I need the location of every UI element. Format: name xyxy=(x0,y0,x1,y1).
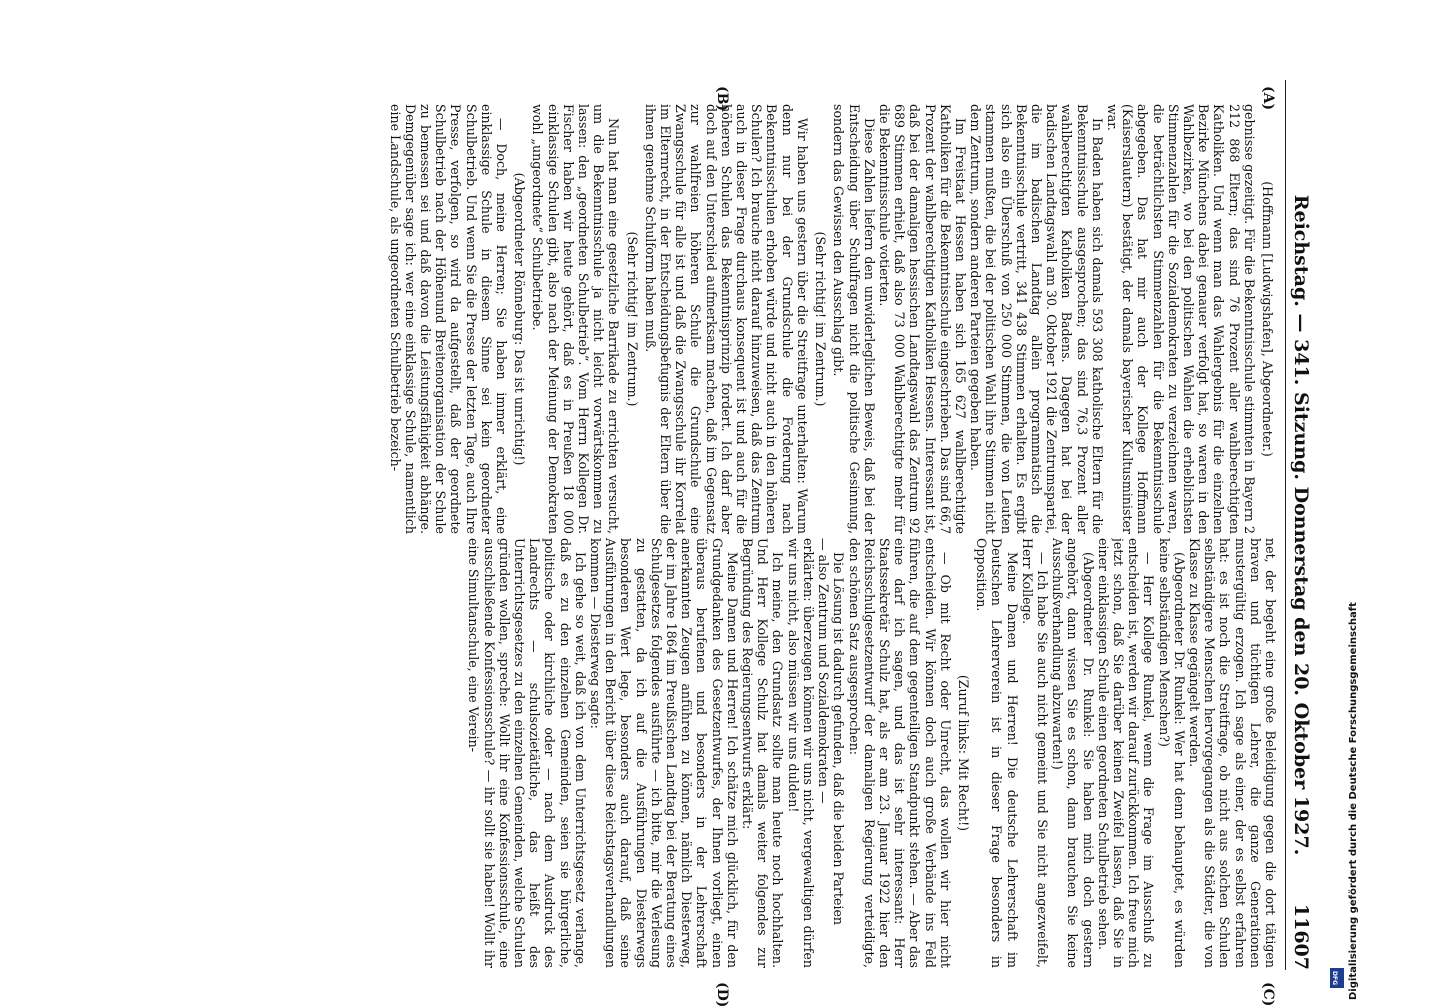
header-title: Reichstag. — 341. Sitzung. Donnerstag den 20. Oktober 1927. xyxy=(1290,194,1312,856)
interjection: (Zuruf links: Mit Recht!) xyxy=(955,674,971,832)
interjection: (Sehr richtig! im Zentrum.) xyxy=(813,231,829,407)
interjection: (Sehr richtig! im Zentrum.) xyxy=(624,231,640,407)
margin-marker-d: (D) xyxy=(714,982,730,1007)
paragraph: — Herr Kollege Runkel, wenn die Frage im Ausschuß zu entscheiden ist, werden wir darauf zurückkommen. Ich freue mich jetzt schon, daß Sie darüber keinen Zweifel lassen, daß Sie in einer einklassigen Schule einen geordneten Schulbetrieb sehen. xyxy=(1095,538,1157,968)
margin-marker-c: (C) xyxy=(1260,982,1276,1007)
digitization-credit: Digitalisierung gefördert durch die Deutsche Forschungsgemeinschaft xyxy=(1348,602,1359,1000)
quote: erklärten: überzeugen können wir uns nicht, vergewaltigen dürfen wir uns nicht, also müssen wir uns dulden! xyxy=(785,538,816,968)
paragraph: Diese Zahlen liefern den unwiderleglichen Beweis, daß bei der Entscheidung über Schulfragen nicht die politische Gesinnung, sondern das Gewissen den Ausschlag gibt. xyxy=(831,104,877,534)
margin-marker-b: (B) xyxy=(714,86,730,112)
paragraph: Im Freistaat Hessen haben sich 165 627 wahlberechtigte Katholiken für die Bekenntnisschule eingeschrieben. Das sind 66,7 Prozent der wahlberechtigten Katholiken Hessens. Interessant ist, daß bei der damaligen hessischen Landtagswahl das Zentrum 92 689 Stimmen erhielt, daß also 73 000 Wahlberechtigte mehr für die Bekenntnisschule votierten. xyxy=(876,104,968,534)
speaker-line: (Hoffmann [Ludwigshafen], Abgeordneter.) xyxy=(1260,181,1275,457)
paragraph: Nun hat man eine gesetzliche Barrikade zu errichten versucht, um die Bekenntnisschule ja nicht leicht vorwärtskommen zu lassen: den „geordneten Schulbetrieb“. Vom Herrn Kollegen Dr. Fischer haben wir heute gehört, daß es in Preußen 18 000 einklassige Schulen gibt, also nach der Meinung der Demokraten wohl „ungeordnete“ Schulbetriebe. xyxy=(530,104,622,534)
left-column xyxy=(83,104,1278,534)
quote: Ich gehe so weit, daß ich von dem Unterrichtsgesetz verlange, daß es zu den einzelnen Gemeinden, seien sie bürgerliche, politische oder kirchliche oder — nach dem Ausdruck des Landrechts — schulsozietätliche, das heißt des Unterrichtsgesetzes zu den einzelnen Gemeinden, welche Schulen gründen wollen, spreche: Wollt ihr eine Konfessionsschule, eine ausschließende Konfessionsschule? — ihr sollt sie haben! Wollt ihr eine Simultanschule, eine Verein- xyxy=(466,538,588,968)
interjection: (Abgeordneter Rönneburg: Das ist unrichtig!) xyxy=(512,172,528,466)
page-number: 11607 xyxy=(1290,903,1312,970)
quote: Die Lösung ist dadurch gefunden, daß die beiden Parteien xyxy=(831,552,847,926)
right-column xyxy=(83,538,1278,968)
interjection: (Abgeordneter Dr. Runkel: Wer hat denn behauptet, es würden keine selbständigen Menschen?) xyxy=(1156,538,1187,968)
paragraph: net, der begeht eine große Beleidigung gegen die dort tätigen braven und tüchtigen Lehrer, die ganze Generationen mustergültig erzogen. Ich sage als einer, der es selbst erfahren hat: es ist noch die Streitfrage, ob nicht aus solchen Schulen selbständigere Menschen hervorgegangen als die Städter, die von Klasse zu Klasse gegängelt werden. xyxy=(1186,538,1278,968)
paragraph: In Baden haben sich damals 593 308 katholische Eltern für die Bekenntnisschule ausgesprochen; das sind 76,3 Prozent aller wahlberechtigten Katholiken Badens. Dagegen hat bei der badischen Landtagswahl am 30. Oktober 1921 die Zentrumspartei, die im badischen Landtag allein programmatisch die Bekenntnisschule vertritt, 341 438 Stimmen erhalten. Es ergibt sich also ein Überschuß von 250 000 Stimmen, die von Leuten stammen mußten, die bei der politischen Wahl ihre Stimmen nicht dem Zentrum, sondern anderen Parteien gegeben haben. xyxy=(968,104,1105,534)
interjection: (Abgeordneter Dr. Runkel: Sie haben mich doch gestern angehört, dann wissen Sie es schon, dann brauchen Sie keine Ausschußverhandlung abzuwarten!) xyxy=(1050,538,1096,968)
quote: Meine Damen und Herren! Ich schätze mich glücklich, für den Grundgedanken des Gesetzentwurfes, der Ihnen vorliegt, einen überaus berufenen und besonders in der Lehrerschaft anerkannten Zeugen anführen zu können, nämlich Diesterweg, der im Jahre 1864 im Preußischen Landtag bei der Beratung eines Schulgesetzes folgendes ausführte — ich bitte, mir die Verlesung zu gestatten, da ich auf die Ausführungen Diesterwegs besonderen Wert lege, besonders auch darauf, daß seine Ausführungen in den Bericht über diese Reichstagsverhandlungen kommen — Diesterweg sagte: xyxy=(588,538,740,968)
margin-marker-a: (A) xyxy=(1260,86,1276,111)
paragraph: Ich meine, den Grundsatz sollte man heute noch hochhalten. Und Herr Kollege Schulz hat damals weiter folgendes zur Begründung des Regierungsentwurfs erklärt: xyxy=(740,538,786,968)
paragraph: — Ob mit Recht oder Unrecht, das wollen wir hier nicht entscheiden. Wir können doch auch große Verbände ins Feld führen, die auf dem gegenteiligen Standpunkt stehen. — Aber das eine darf ich sagen, und das ist sehr interessant: Herr Staatssekretär Schulz hat, als er am 23. Januar 1922 hier den Reichsschulgesetzentwurf der damaligen Regierung verteidigte, den schönen Satz ausgesprochen: xyxy=(846,538,953,968)
paragraph: — Doch, meine Herren; Sie haben immer erklärt, eine einklassige Schule in diesem Sinne sei kein geordneter Schulbetrieb. Und wenn Sie die Presse der letzten Tage, auch Ihre Presse, verfolgen, so wird da aufgestellt, daß der geordnete Schulbetrieb nach der Höhenund Breitenorganisation der Schule zu bemessen sei und daß davon die Leistungsfähigkeit abhänge. Demgegenüber sage ich: wer eine einklassige Schule, namentlich eine Landschule, als ungeordneten Schulbetrieb bezeich- xyxy=(387,104,510,534)
dfg-logo: DFG xyxy=(1330,968,1344,988)
paragraph: gebnisse gezeitigt. Für die Bekenntnisschule stimmten in Bayern 2 212 868 Eltern; das sind 76 Prozent aller wahlberechtigten Katholiken. Und wenn man das Wahlergebnis für die einzelnen Bezirke Münchens dabei genauer verfolgt hat, so waren in den Wahlbezirken, wo bei den politischen Wahlen die erheblichsten Stimmenzahlen für die Sozialdemokraten zu verzeichnen waren, die beträchtlichsten Stimmenzahlen für die Bekenntnisschule abgegeben. Das hat mir auch der Kollege Hoffmann (Kaiserslautern) bestätigt, der damals bayerischer Kultusminister war. xyxy=(1104,104,1257,534)
paragraph: Meine Damen und Herren! Die deutsche Lehrerschaft im Deutschen Lehrerverein ist in dieser Frage besonders in Opposition. xyxy=(974,538,1020,968)
paragraph: — Ich habe Sie auch nicht gemeint und Sie nicht angezweifelt, Herr Kollege. xyxy=(1019,538,1050,968)
paragraph: Wir haben uns gestern über die Streitfrage unterhalten: Warum denn nur bei der Grundschule die Forderung nach Bekenntnisschulen erhoben würde und nicht auch in den höheren Schulen? Ich brauche nicht darauf hinzuweisen, daß das Zentrum auch in dieser Frage durchaus konsequent ist und auch für die höheren Schulen das Bekenntnisprinzip fordert. Ich darf aber doch auf den Unterschied aufmerksam machen, daß im Gegensatz zur wahlfreien höheren Schule die Grundschule eine Zwangsschule für alle ist und daß die Zwangsschule ihr Korrelat im Elternrecht, in der Entscheidungsbefugnis der Eltern über die ihnen genehme Schulform haben muß. xyxy=(642,104,810,534)
paragraph: — also Zentrum und Sozialdemokraten — xyxy=(816,538,832,804)
page-header xyxy=(1285,80,1312,970)
